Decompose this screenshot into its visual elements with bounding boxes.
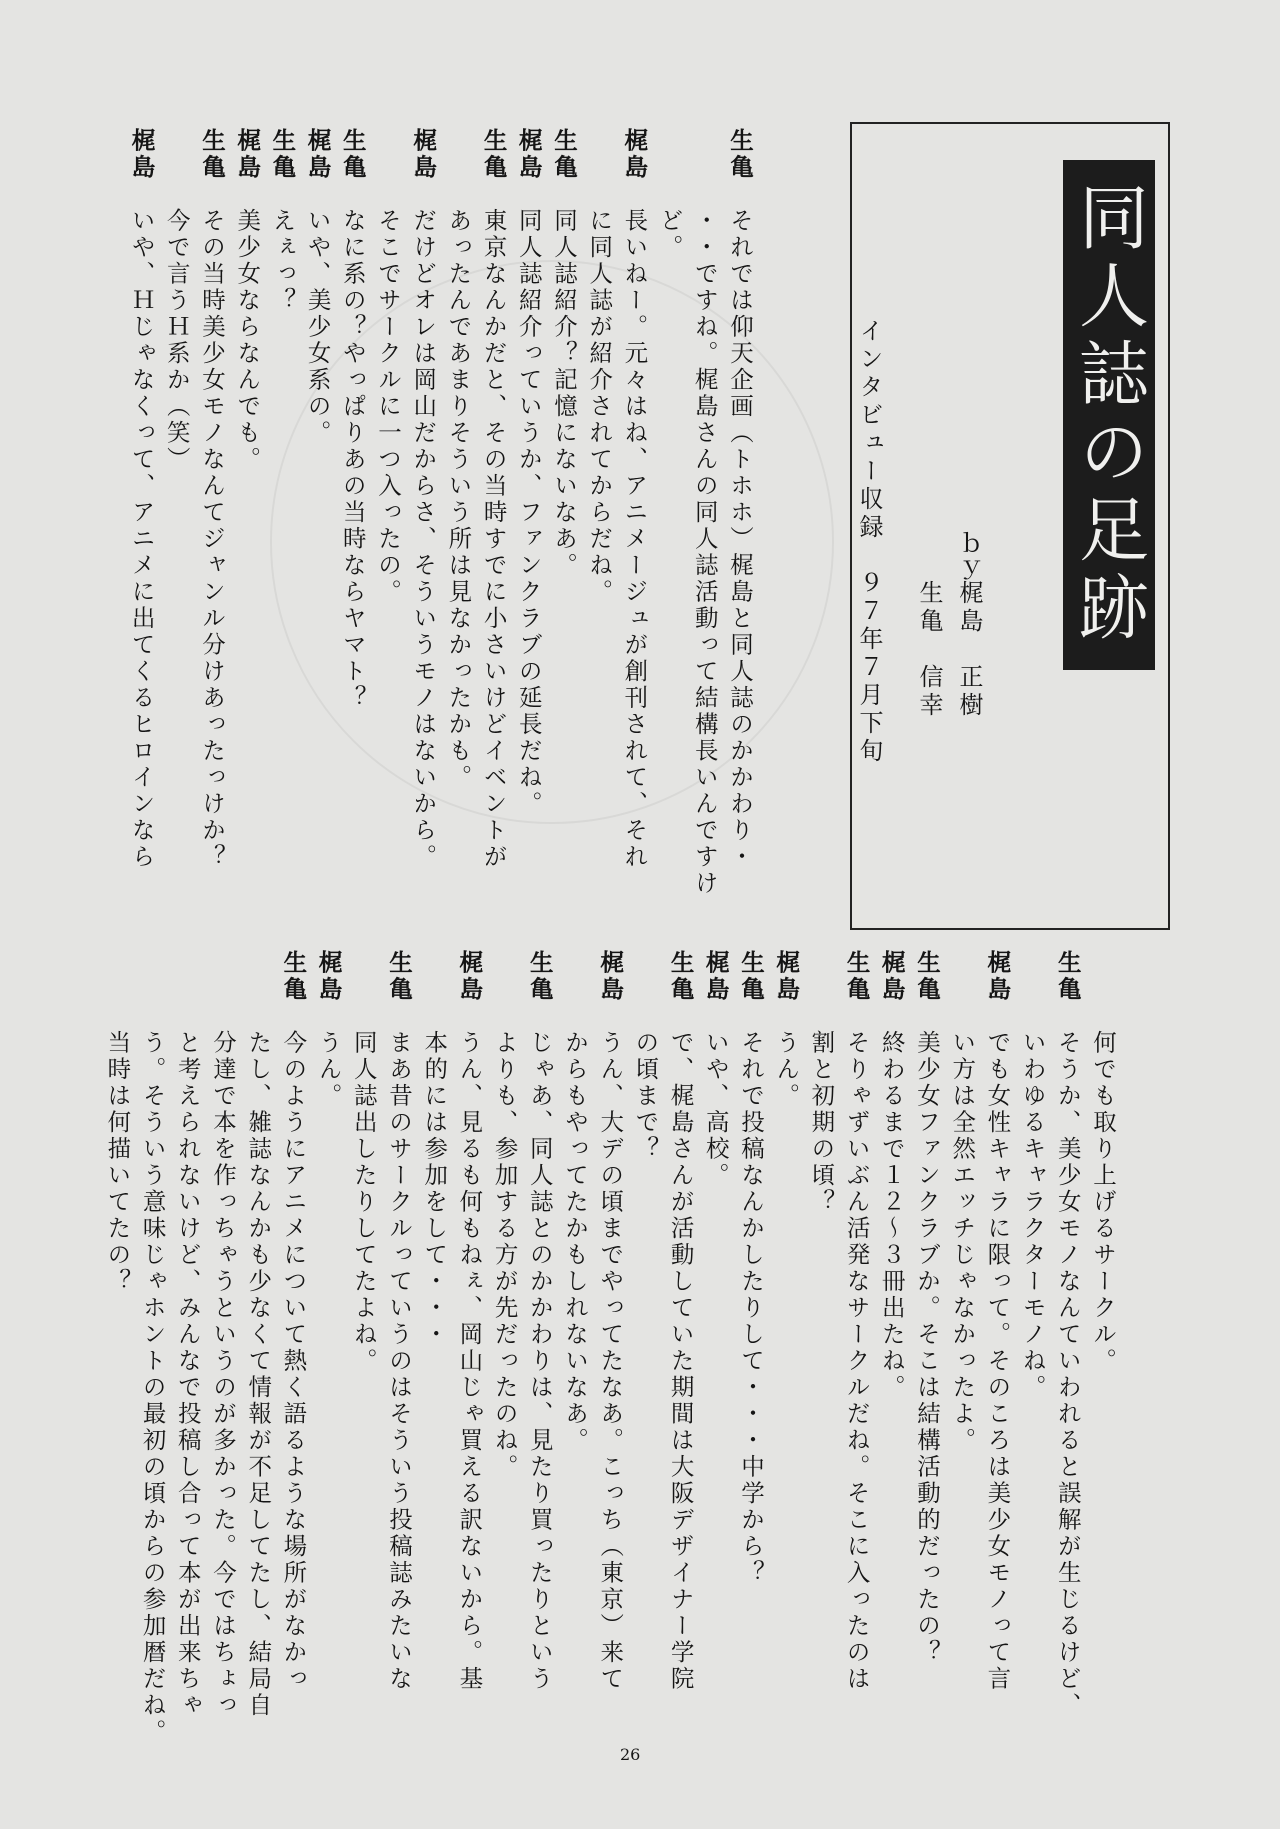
text-line [487, 950, 522, 1481]
credit-author-2: 生亀 信幸 [915, 580, 943, 720]
recording-date: インタビュー収録 ９７年７月下旬 [855, 318, 883, 766]
line-text: と考えられないけど、みんなで投稿し合って本が出来ちゃ [173, 1030, 202, 1719]
line-text: うん。 [772, 1030, 801, 1110]
line-text: に同人誌が紹介されてからだね。 [585, 208, 614, 606]
speaker-label: 生亀 [268, 128, 297, 181]
text-line [592, 950, 627, 1693]
speaker-label: 生亀 [842, 950, 871, 1003]
line-text: う。そういう意味じゃホントの最初の頃からの参加暦だね。 [138, 1030, 167, 1746]
line-text: いや、高校。 [701, 1030, 730, 1189]
line-text: その当時美少女モノなんてジャンル分けあったっけか？ [198, 208, 226, 871]
speaker-label: 梶島 [701, 950, 730, 1003]
text-line [370, 128, 405, 606]
speaker-label: 梶島 [983, 950, 1012, 1003]
text-line [405, 128, 440, 871]
line-text: じゃあ、同人誌とのかかわりは、見たり買ったりという [525, 1030, 554, 1693]
line-text: ・・ですね。梶島さんの同人誌活動って結構長いんですけ [690, 208, 719, 897]
line-text: うん、大デの頃までやってたなあ。こっち（東京）来て [596, 1030, 625, 1693]
text-line [170, 950, 205, 1719]
text-line [944, 950, 979, 1454]
text-line [159, 128, 194, 473]
speaker-label: 梶島 [620, 128, 649, 181]
credit-by: ｂｙ [955, 530, 983, 586]
line-text: うん、見るも何もねぇ、岡山じゃ買える訳ないから。基 [455, 1030, 484, 1693]
article-title: 同人誌の足跡 [1063, 160, 1155, 670]
line-text: 同人誌出したりしてたよね。 [349, 1030, 378, 1375]
line-text: えぇっ？ [268, 208, 297, 314]
speaker-label: 生亀 [1053, 950, 1082, 1003]
line-text: 今のようにアニメについて熱く語るような場所がなかっ [279, 1030, 308, 1693]
speaker-label: 生亀 [666, 950, 695, 1003]
line-text: そこでサークルに一つ入ったの。 [374, 208, 402, 606]
text-line [803, 950, 838, 1216]
text-line [874, 950, 909, 1401]
line-text: 何でも取り上げるサークル。 [1089, 1030, 1117, 1375]
text-line [687, 128, 722, 897]
text-line [440, 128, 475, 791]
speaker-label: 生亀 [279, 950, 308, 1003]
text-line [909, 950, 944, 1666]
text-line [311, 950, 346, 1110]
line-text: い方は全然エッチじゃなかったよ。 [948, 1030, 977, 1454]
text-line [229, 128, 264, 473]
line-text: からもやってたかもしれないなあ。 [561, 1030, 589, 1454]
line-text: 分達で本を作っちゃうというのが多かった。今ではちょっ [209, 1030, 237, 1719]
line-text: 美少女ファンクラブか。そこは結構活動的だったの？ [913, 1030, 941, 1666]
line-text: 今で言うＨ系か（笑） [162, 208, 191, 473]
line-text: 東京なんかだと、その当時すでに小さいけどイベントが [479, 208, 508, 871]
line-text: よりも、参加する方が先だったのね。 [490, 1030, 519, 1481]
speaker-label: 生亀 [338, 128, 367, 181]
line-text: 美少女ならなんでも。 [233, 208, 262, 473]
text-line [839, 950, 874, 1693]
line-text: 同人誌紹介？記憶にないなあ。 [550, 208, 578, 579]
speaker-label: 生亀 [479, 128, 508, 181]
speaker-label: 梶島 [596, 950, 625, 1003]
text-line [722, 128, 757, 871]
line-text: だけどオレは岡山だからさ、そういうモノはないから。 [409, 208, 438, 871]
line-text: 本的には参加をして・・・ [420, 1030, 449, 1348]
line-text: まあ昔のサークルっていうのはそういう投稿誌みたいな [385, 1030, 413, 1693]
line-text: 当時は何描いてたの？ [103, 1030, 132, 1295]
text-line [652, 128, 687, 261]
text-line [546, 128, 581, 579]
text-line [124, 128, 159, 871]
text-line [1050, 950, 1085, 1719]
text-line [194, 128, 229, 871]
line-text: いわゆるキャラクターモノね。 [1018, 1030, 1047, 1401]
text-line [627, 950, 662, 1163]
line-text: いや、美少女系の。 [303, 208, 332, 447]
speaker-label: 生亀 [198, 128, 226, 181]
line-text: そうか、美少女モノなんていわれると誤解が生じるけど、 [1053, 1030, 1082, 1719]
speaker-label: 生亀 [550, 128, 578, 181]
speaker-label: 梶島 [409, 128, 438, 181]
text-line [381, 950, 416, 1693]
text-line [300, 128, 335, 447]
speaker-label: 梶島 [233, 128, 262, 181]
speaker-label: 梶島 [514, 128, 543, 181]
line-text: そりゃずいぶん活発なサークルだね。そこに入ったのは [842, 1030, 871, 1693]
line-text: いや、Ｈじゃなくって、アニメに出てくるヒロインなら [127, 208, 156, 871]
line-text: なに系の？やっぱりあの当時ならヤマト？ [338, 208, 367, 712]
text-line [581, 128, 616, 606]
speaker-label: 梶島 [772, 950, 801, 1003]
text-line [768, 950, 803, 1110]
speaker-label: 梶島 [303, 128, 332, 181]
line-text: うん。 [314, 1030, 343, 1110]
text-line [205, 950, 240, 1719]
credit-author-1: 梶島 正樹 [955, 580, 983, 720]
text-line [511, 128, 546, 818]
text-line [240, 950, 275, 1719]
speaker-label: 梶島 [455, 950, 484, 1003]
speaker-label: 梶島 [877, 950, 906, 1003]
line-text: たし、雑誌なんかも少なくて情報が不足してたし、結局自 [244, 1030, 273, 1719]
line-text: でも女性キャラに限って。そのころは美少女モノって言 [983, 1030, 1012, 1693]
line-text: 終わるまで１２～３冊出たね。 [877, 1030, 906, 1401]
text-line [99, 950, 134, 1295]
line-text: ど。 [655, 208, 684, 261]
page-number: 26 [620, 1745, 641, 1764]
speaker-label: 生亀 [913, 950, 941, 1003]
text-line [979, 950, 1014, 1693]
line-text: で、梶島さんが活動していた期間は大阪デザイナー学院 [666, 1030, 695, 1693]
text-line [335, 128, 370, 712]
line-text: それで投稿なんかしたりして・・・中学から？ [737, 1030, 765, 1587]
line-text: それでは仰天企画（トホホ）梶島と同人誌のかかわり・ [726, 208, 754, 871]
speaker-label: 生亀 [726, 128, 754, 181]
text-line [522, 950, 557, 1693]
speaker-label: 梶島 [314, 950, 343, 1003]
line-text: 同人誌紹介っていうか、ファンクラブの延長だね。 [514, 208, 543, 818]
text-line [135, 950, 170, 1746]
text-line [698, 950, 733, 1189]
text-line [346, 950, 381, 1375]
text-line [1015, 950, 1050, 1401]
text-line [616, 128, 651, 871]
speaker-label: 生亀 [737, 950, 765, 1003]
text-line [275, 950, 310, 1693]
line-text: あったんであまりそういう所は見なかったかも。 [444, 208, 473, 791]
text-line [733, 950, 768, 1587]
text-line [451, 950, 486, 1693]
text-line [557, 950, 592, 1454]
text-line [264, 128, 299, 314]
text-line [663, 950, 698, 1693]
line-text: 長いねー。元々はね、アニメージュが創刊されて、それ [620, 208, 649, 871]
speaker-label: 梶島 [127, 128, 156, 181]
text-line [416, 950, 451, 1348]
speaker-label: 生亀 [525, 950, 554, 1003]
text-line [476, 128, 511, 871]
line-text: の頃まで？ [631, 1030, 660, 1163]
speaker-label: 生亀 [385, 950, 413, 1003]
text-line [1085, 950, 1120, 1375]
line-text: 割と初期の頃？ [807, 1030, 836, 1216]
